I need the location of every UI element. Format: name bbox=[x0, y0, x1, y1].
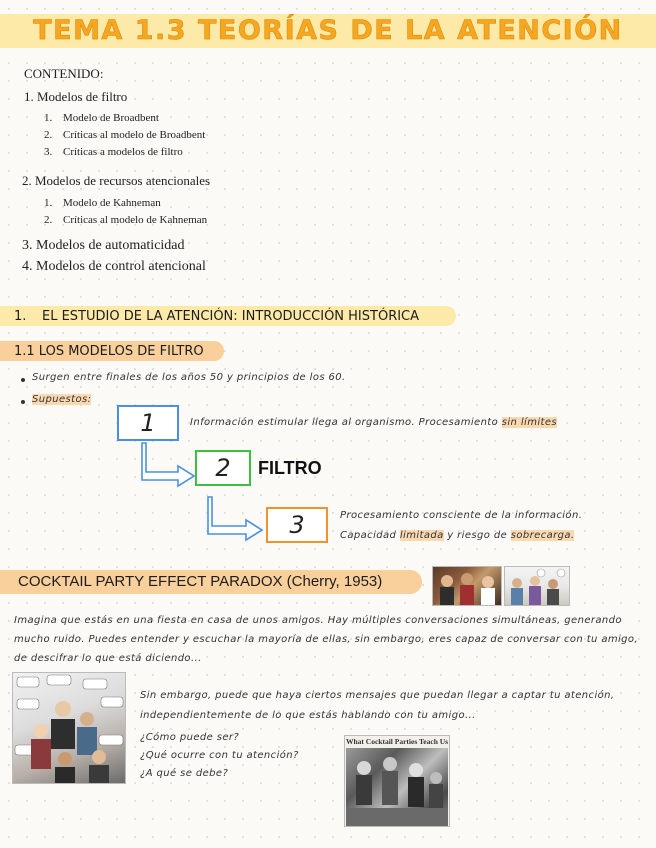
question-1: ¿Cómo puede ser? bbox=[140, 732, 240, 743]
cocktail-title: COCKTAIL PARTY EFFECT PARADOX (Cherry, 1953) bbox=[18, 573, 383, 590]
toc-item-4: 4. Modelos de control atencional bbox=[22, 259, 206, 274]
section-1-1-title: 1.1 LOS MODELOS DE FILTRO bbox=[14, 344, 204, 359]
question-2: ¿Qué ocurre con tu atención? bbox=[140, 750, 299, 761]
section-1-number: 1. bbox=[14, 309, 27, 324]
toc-subitem-num: 1. bbox=[44, 197, 53, 209]
toc-item-1: 1. Modelos de filtro bbox=[24, 89, 128, 104]
highlight: limitada bbox=[399, 530, 444, 541]
page-title: TEMA 1.3 TEORÍAS DE LA ATENCIÓN bbox=[33, 15, 623, 46]
arrow-2-to-3-icon bbox=[206, 496, 268, 542]
cocktail-paragraph-line-3: de descifrar lo que está diciendo... bbox=[14, 653, 202, 664]
toc-item-3: 3. Modelos de automaticidad bbox=[22, 238, 185, 253]
toc-subitem: Críticas al modelo de Broadbent bbox=[63, 129, 206, 141]
bullet-dot bbox=[21, 400, 25, 404]
toc-subitem-num: 1. bbox=[44, 112, 53, 124]
crowd-photo-icon bbox=[346, 748, 448, 826]
highlight: sin límites bbox=[501, 417, 557, 428]
people-icon bbox=[433, 567, 502, 606]
question-3: ¿A qué se debe? bbox=[140, 768, 229, 779]
bullet-dot bbox=[21, 378, 25, 382]
stage-1-box bbox=[117, 405, 179, 441]
book-cover-photo bbox=[346, 748, 448, 826]
cocktail-paragraph2-line-2: independientemente de lo que estás hablando con tu amigo... bbox=[140, 710, 476, 721]
toc-subitem-num: 2. bbox=[44, 214, 53, 226]
cocktail-paragraph2-line-1: Sin embargo, puede que haya ciertos mensajes que puedan llegar a captar tu atención, bbox=[140, 690, 615, 701]
arrow-1-to-2-icon bbox=[140, 442, 200, 488]
toc-subitem: Modelo de Kahneman bbox=[63, 197, 161, 209]
bullet-text: Surgen entre finales de los años 50 y principios de los 60. bbox=[32, 372, 346, 383]
party-photo-1 bbox=[432, 566, 502, 606]
stage-3-box bbox=[266, 507, 328, 543]
toc-subitem: Críticas al modelo de Kahneman bbox=[63, 214, 208, 226]
stage-3-number: 3 bbox=[289, 511, 305, 539]
toc-subitem-num: 2. bbox=[44, 129, 53, 141]
toc-subitem-num: 3. bbox=[44, 146, 53, 158]
cocktail-paragraph-line-1: Imagina que estás en una fiesta en casa de unos amigos. Hay múltiples conversaciones simultáneas, generando bbox=[14, 615, 622, 626]
highlight: sobrecarga. bbox=[510, 530, 575, 541]
book-cover-title: What Cocktail Parties Teach Us bbox=[346, 737, 449, 746]
filter-label: FILTRO bbox=[258, 458, 322, 478]
cocktail-paragraph-line-2: mucho ruido. Puedes entender y escuchar la mayoría de ellas, sin embargo, eres capaz de conversar con tu amigo, bbox=[14, 634, 639, 645]
stage-3-description-line-2: Capacidad limitada y riesgo de sobrecarga. bbox=[340, 530, 575, 541]
section-1-title: EL ESTUDIO DE LA ATENCIÓN: INTRODUCCIÓN HISTÓRICA bbox=[42, 309, 420, 324]
party-photo-2 bbox=[504, 566, 570, 606]
people-icon bbox=[505, 567, 570, 606]
stage-1-description: Información estimular llega al organismo. Procesamiento sin límites bbox=[190, 417, 557, 428]
contents-heading: CONTENIDO: bbox=[24, 66, 104, 81]
cocktail-comic-illustration bbox=[12, 672, 126, 784]
comic-people-icon bbox=[13, 673, 126, 784]
toc-item-2: 2. Modelos de recursos atencionales bbox=[22, 173, 211, 188]
stage-2-number: 2 bbox=[215, 454, 231, 482]
stage-2-box bbox=[195, 450, 251, 486]
bullet-text-highlighted: Supuestos: bbox=[32, 394, 92, 405]
toc-subitem: Críticas a modelos de filtro bbox=[63, 146, 183, 158]
toc-subitem: Modelo de Broadbent bbox=[63, 112, 159, 124]
stage-3-description-line-1: Procesamiento consciente de la información. bbox=[340, 510, 583, 521]
stage-1-number: 1 bbox=[140, 409, 156, 437]
